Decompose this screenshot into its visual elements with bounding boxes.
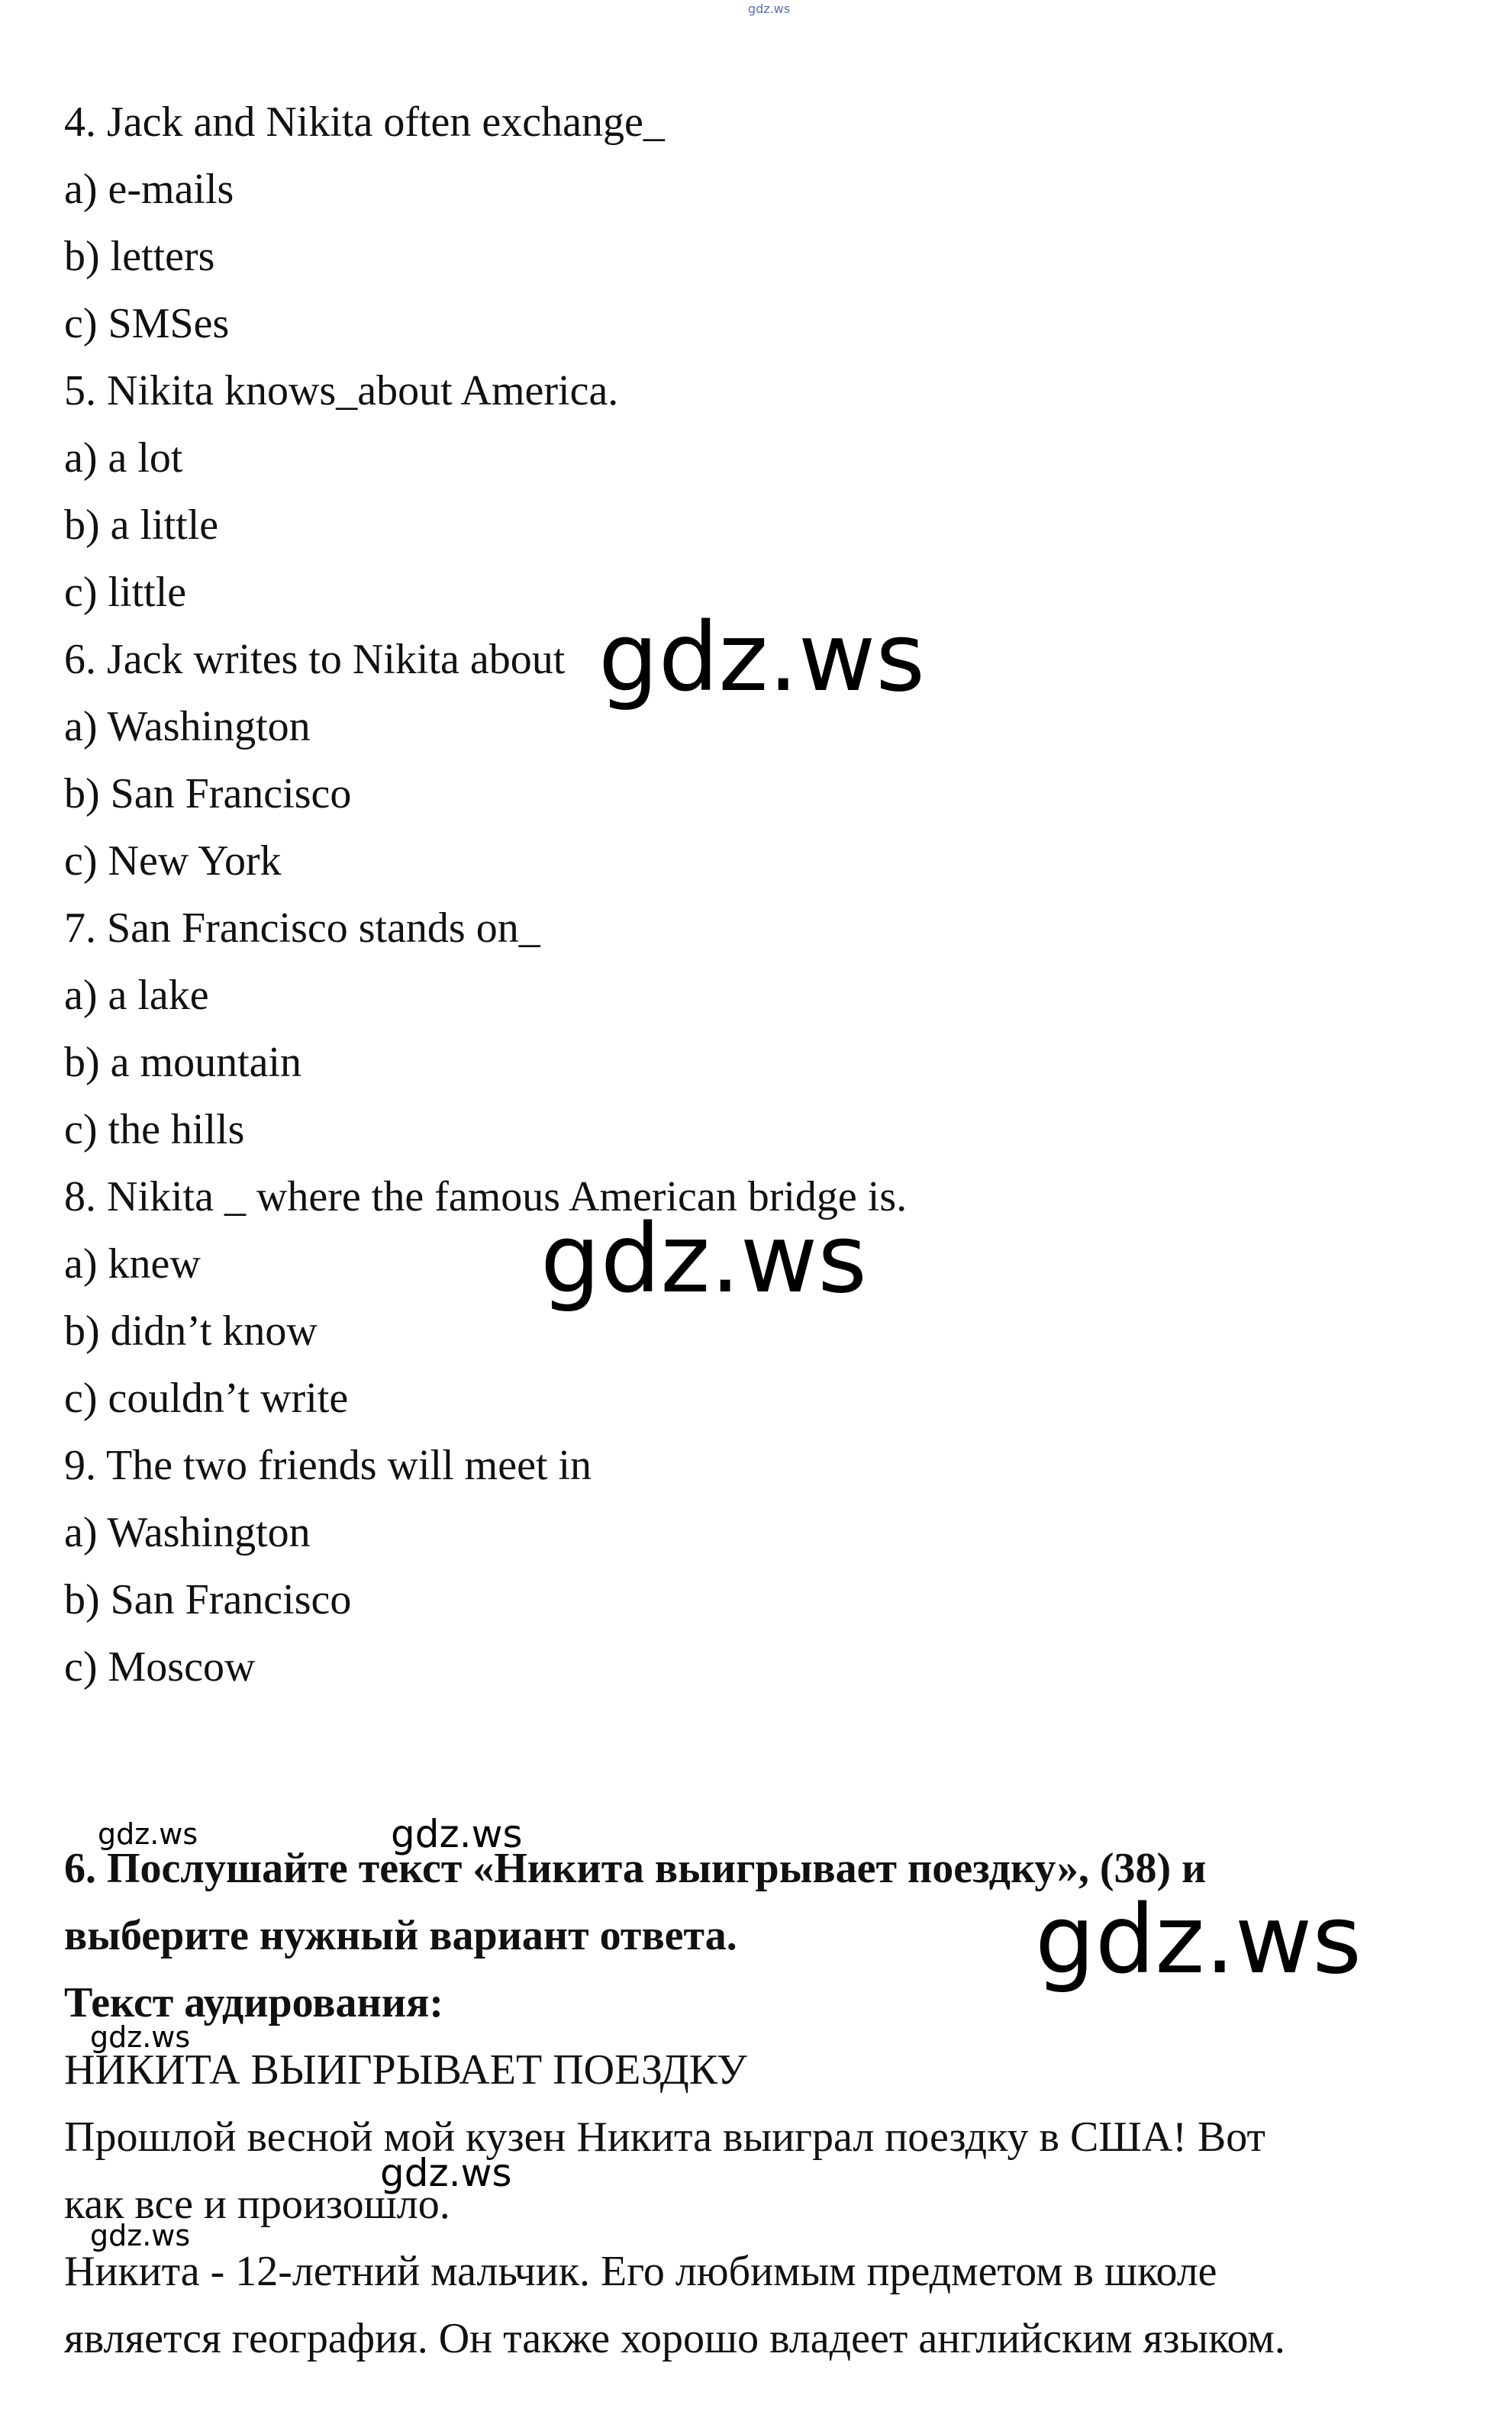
question-9-option-c: c) Moscow: [64, 1643, 256, 1691]
question-5-option-c: c) little: [64, 569, 187, 616]
watermark-small-3: gdz.ws: [90, 2219, 191, 2252]
question-7-stem: 7. San Francisco stands on_: [64, 904, 540, 952]
question-7-option-a: a) a lake: [64, 972, 209, 1019]
question-9-option-a: a) Washington: [64, 1509, 311, 1556]
question-9-option-b: b) San Francisco: [64, 1576, 352, 1623]
paragraph-1-line-2: как все и произошло.: [64, 2181, 450, 2228]
question-8-option-c: c) couldn’t write: [64, 1375, 349, 1422]
question-4-option-b: b) letters: [64, 233, 215, 280]
task-6-heading-line-2: выберите нужный вариант ответа.: [64, 1912, 737, 1959]
watermark-medium-2: gdz.ws: [380, 2151, 512, 2195]
paragraph-2-line-2: является география. Он также хорошо владеет английским языком.: [64, 2315, 1285, 2362]
question-7-option-c: c) the hills: [64, 1106, 245, 1153]
watermark-large-2: gdz.ws: [540, 1204, 867, 1314]
listening-text-label: Текст аудирования:: [64, 1979, 443, 2026]
paragraph-1-line-1: Прошлой весной мой кузен Никита выиграл поездку в США! Вот: [64, 2113, 1265, 2161]
watermark-medium-1: gdz.ws: [391, 1812, 523, 1856]
question-6-option-b: b) San Francisco: [64, 770, 352, 817]
question-8-option-a: a) knew: [64, 1240, 201, 1288]
question-7-option-b: b) a mountain: [64, 1039, 302, 1086]
question-6-option-a: a) Washington: [64, 703, 311, 750]
question-4-option-a: a) e-mails: [64, 166, 234, 213]
watermark-large-1: gdz.ws: [598, 603, 925, 713]
question-5-option-b: b) a little: [64, 501, 219, 549]
task-6-heading-line-1: 6. Послушайте текст «Никита выигрывает поездку», (38) и: [64, 1845, 1207, 1892]
watermark-large-3: gdz.ws: [1035, 1885, 1362, 1995]
watermark-small-1: gdz.ws: [98, 1817, 198, 1851]
paragraph-2-line-1: Никита - 12-летний мальчик. Его любимым предметом в школе: [64, 2248, 1217, 2295]
question-8-stem: 8. Nikita _ where the famous American bridge is.: [64, 1173, 908, 1220]
question-8-option-b: b) didn’t know: [64, 1307, 318, 1355]
question-5-stem: 5. Nikita knows_about America.: [64, 367, 619, 414]
watermark-top: gdz.ws: [748, 2, 791, 16]
question-4-option-c: c) SMSes: [64, 300, 230, 347]
question-9-stem: 9. The two friends will meet in: [64, 1442, 592, 1489]
question-4-stem: 4. Jack and Nikita often exchange_: [64, 98, 665, 146]
watermark-small-2: gdz.ws: [90, 2020, 191, 2054]
question-6-stem: 6. Jack writes to Nikita about: [64, 636, 566, 683]
question-6-option-c: c) New York: [64, 837, 282, 885]
story-title: НИКИТА ВЫИГРЫВАЕТ ПОЕЗДКУ: [64, 2046, 747, 2094]
question-5-option-a: a) a lot: [64, 434, 183, 482]
